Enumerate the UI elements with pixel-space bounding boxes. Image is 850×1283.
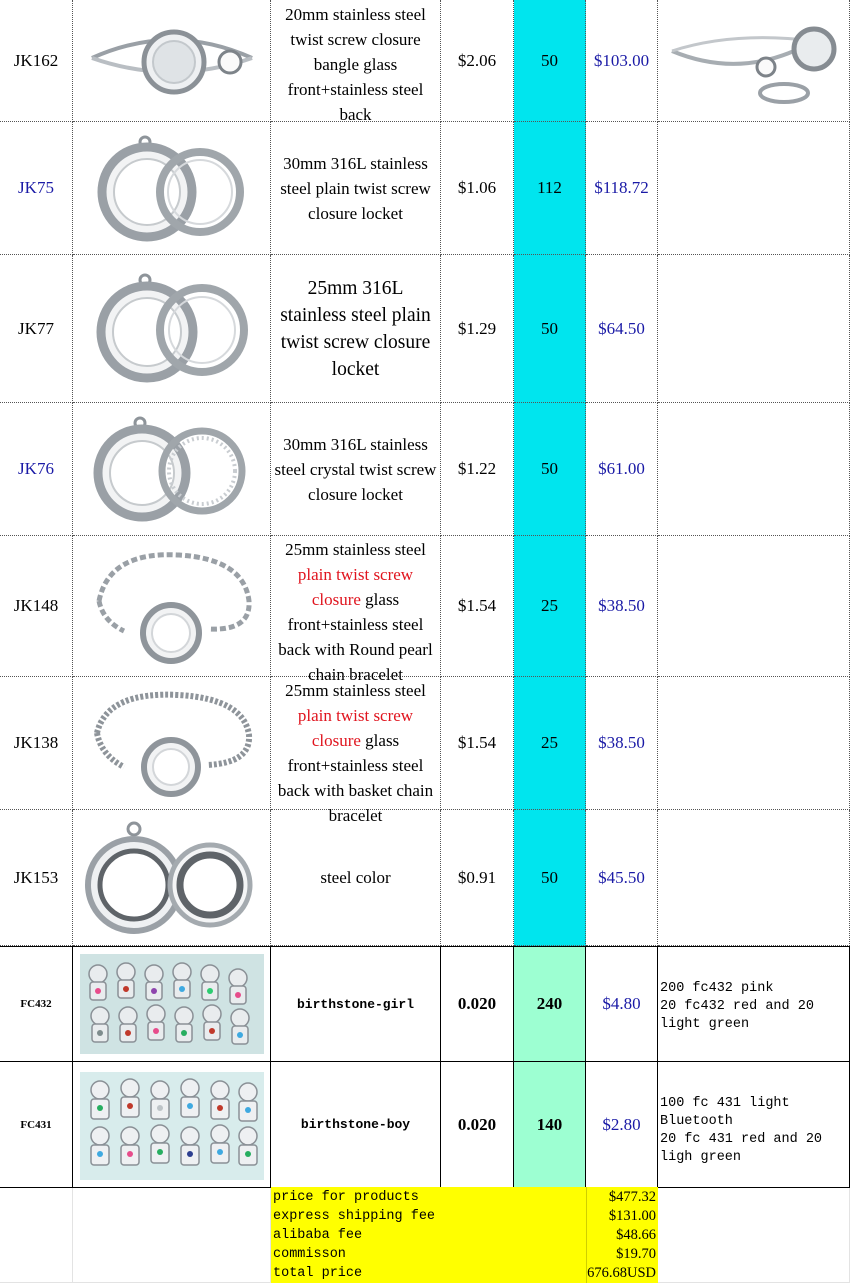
reference-image-bangle: [658, 0, 850, 122]
table-row: [0, 810, 850, 946]
table-row: [0, 1062, 850, 1188]
product-description: 25mm 316L stainless steel plain twist screw closure locket: [271, 255, 441, 403]
description-suffix: glass front+stainless steel back with Round pearl chain bracelet: [278, 590, 433, 684]
description-highlight: plain twist screw closure: [297, 565, 414, 609]
quantity: 240: [514, 946, 586, 1062]
product-description: 30mm 316L stainless steel crystal twist screw closure locket: [271, 403, 441, 536]
unit-price: 0.020: [441, 946, 514, 1062]
product-image-bangle: [73, 0, 271, 122]
summary-label: alibaba fee: [273, 1228, 363, 1243]
quantity: 112: [514, 122, 586, 255]
unit-price: $1.54: [441, 677, 514, 810]
table-row: [0, 536, 850, 684]
summary-line: [271, 1188, 658, 1207]
description-text: [273, 537, 438, 687]
summary-line: [271, 1264, 658, 1283]
unit-price: 0.020: [441, 1062, 514, 1188]
summary-value: 676.68USD: [587, 1265, 656, 1281]
line-total: $64.50: [586, 255, 658, 403]
empty-cell: [658, 810, 850, 946]
quantity: 50: [514, 810, 586, 946]
quantity: 50: [514, 403, 586, 536]
product-image-locket: [73, 122, 271, 255]
summary-line: [271, 1207, 658, 1226]
product-image-crystal-locket: [73, 403, 271, 536]
description-prefix: 25mm stainless steel: [285, 540, 426, 559]
quantity: 50: [514, 0, 586, 122]
locket-image: [87, 264, 257, 394]
empty-cell: [658, 1188, 850, 1283]
bangle-image: [82, 16, 262, 106]
quantity: 25: [514, 677, 586, 810]
description-suffix: glass front+stainless steel back with basket chain bracelet: [277, 731, 434, 825]
product-description: [271, 536, 441, 684]
product-image-girl-charms: [73, 946, 271, 1062]
product-code: JK76: [0, 403, 73, 536]
quantity: 50: [514, 255, 586, 403]
table-row: [0, 255, 850, 403]
line-total: $103.00: [586, 0, 658, 122]
line-total: $118.72: [586, 122, 658, 255]
description-text: [273, 678, 438, 828]
summary-label: total price: [273, 1266, 363, 1281]
summary-value: $477.32: [608, 1189, 656, 1205]
table-row: [0, 677, 850, 825]
line-total: $4.80: [586, 946, 658, 1062]
summary-value: $48.66: [616, 1227, 656, 1243]
product-code: JK75: [0, 122, 73, 255]
product-description: steel color: [271, 810, 441, 946]
empty-cell: [0, 1188, 73, 1283]
empty-cell: [658, 403, 850, 536]
summary-label: commisson: [273, 1247, 346, 1262]
product-image-pendant-frame: [73, 810, 271, 946]
product-image-locket: [73, 255, 271, 403]
line-total: $38.50: [586, 677, 658, 810]
product-code: JK153: [0, 810, 73, 946]
quantity: 25: [514, 536, 586, 677]
line-total: $45.50: [586, 810, 658, 946]
empty-cell: [658, 677, 850, 810]
product-code: FC431: [0, 1062, 73, 1188]
product-description: birthstone-girl: [271, 946, 441, 1062]
unit-price: $1.22: [441, 403, 514, 536]
order-note: 100 fc 431 light Bluetooth 20 fc 431 red and 20 ligh green: [658, 1062, 850, 1188]
empty-cell: [73, 1188, 271, 1283]
table-row: [0, 946, 850, 1062]
chain-bracelet-image: [79, 541, 264, 671]
product-code: JK148: [0, 536, 73, 677]
unit-price: $2.06: [441, 0, 514, 122]
basket-bracelet-image: [79, 683, 264, 803]
table-row: [0, 0, 850, 122]
summary-value: $19.70: [616, 1246, 656, 1262]
unit-price: $0.91: [441, 810, 514, 946]
product-image-chain-bracelet: [73, 536, 271, 677]
girl-charms-image: [80, 954, 264, 1054]
description-highlight: plain twist screw closure: [297, 706, 414, 750]
description-prefix: 25mm stainless steel: [285, 681, 426, 700]
product-description: 20mm stainless steel twist screw closure bangle glass front+stainless steel back: [271, 0, 441, 122]
product-image-boy-charms: [73, 1062, 271, 1188]
summary-line: [271, 1226, 658, 1245]
order-note: 200 fc432 pink 20 fc432 red and 20 light green: [658, 946, 850, 1062]
pendant-frame-image: [82, 815, 262, 940]
bangle-reference-image: [664, 11, 844, 111]
product-code: JK77: [0, 255, 73, 403]
crystal-locket-image: [92, 409, 252, 529]
product-code: FC432: [0, 946, 73, 1062]
locket-image: [92, 128, 252, 248]
summary-line: [271, 1245, 658, 1264]
unit-price: $1.06: [441, 122, 514, 255]
line-total: $2.80: [586, 1062, 658, 1188]
product-description: 30mm 316L stainless steel plain twist screw closure locket: [271, 122, 441, 255]
product-description: [271, 677, 441, 825]
unit-price: $1.54: [441, 536, 514, 677]
unit-price: $1.29: [441, 255, 514, 403]
product-code: JK162: [0, 0, 73, 122]
quantity: 140: [514, 1062, 586, 1188]
empty-cell: [658, 122, 850, 255]
empty-cell: [658, 536, 850, 677]
product-description: birthstone-boy: [271, 1062, 441, 1188]
summary-label: price for products: [273, 1190, 419, 1205]
product-image-basket-bracelet: [73, 677, 271, 810]
empty-cell: [658, 255, 850, 403]
table-row: [0, 403, 850, 536]
line-total: $38.50: [586, 536, 658, 677]
boy-charms-image: [80, 1070, 264, 1180]
product-code: JK138: [0, 677, 73, 810]
summary-label: express shipping fee: [273, 1209, 436, 1224]
summary-value: $131.00: [608, 1208, 656, 1224]
line-total: $61.00: [586, 403, 658, 536]
price-summary: [271, 1187, 658, 1283]
table-row: [0, 122, 850, 255]
